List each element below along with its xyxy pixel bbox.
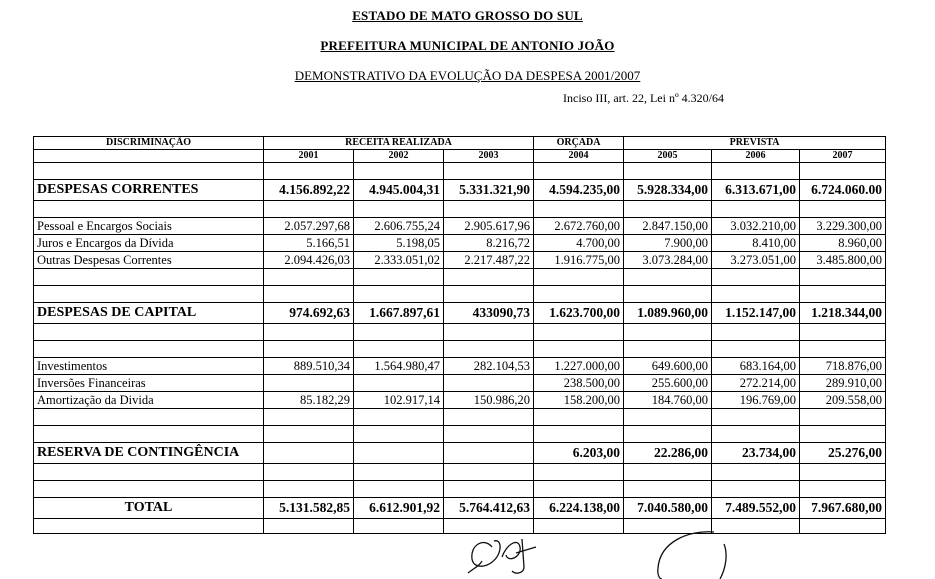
cell-value: 3.273.051,00 (712, 252, 800, 269)
cell-value: 1.564.980,47 (354, 358, 444, 375)
cell-value: 1.623.700,00 (534, 303, 624, 324)
cell-value: 433090,73 (444, 303, 534, 324)
table-header-years (34, 150, 886, 163)
cell-value: 85.182,29 (264, 392, 354, 409)
cell-value: 7.040.580,00 (624, 498, 712, 519)
cell-value: 889.510,34 (264, 358, 354, 375)
cell-value: 6.224.138,00 (534, 498, 624, 519)
handwritten-mark-icon (648, 528, 738, 579)
cell-value: 1.218.344,00 (800, 303, 886, 324)
cell-value: 8.216,72 (444, 235, 534, 252)
row-label: DESPESAS CORRENTES (34, 180, 264, 201)
header-year: 2001 (264, 150, 354, 163)
table-row (34, 392, 886, 409)
cell-value: 974.692,63 (264, 303, 354, 324)
cell-value: 23.734,00 (712, 443, 800, 464)
cell-value: 1.227.000,00 (534, 358, 624, 375)
cell-value: 7.967.680,00 (800, 498, 886, 519)
spacer-row (34, 286, 886, 303)
spacer-row (34, 201, 886, 218)
cell-value: 2.333.051,02 (354, 252, 444, 269)
cell-value: 5.331.321,90 (444, 180, 534, 201)
legal-reference: Inciso III, art. 22, Lei nº 4.320/64 (563, 91, 725, 105)
cell-value: 282.104,53 (444, 358, 534, 375)
spacer-row (34, 464, 886, 481)
table-row (34, 180, 886, 201)
cell-value: 8.960,00 (800, 235, 886, 252)
cell-value: 6.612.901,92 (354, 498, 444, 519)
table-row (34, 443, 886, 464)
cell-value: 2.847.150,00 (624, 218, 712, 235)
spacer-row (34, 426, 886, 443)
cell-value: 7.900,00 (624, 235, 712, 252)
row-label: DESPESAS DE CAPITAL (34, 303, 264, 324)
cell-value: 272.214,00 (712, 375, 800, 392)
cell-value: 2.094.426,03 (264, 252, 354, 269)
header-year: 2006 (712, 150, 800, 163)
cell-value: 7.489.552,00 (712, 498, 800, 519)
header-year: 2004 (534, 150, 624, 163)
cell-value: 4.594.235,00 (534, 180, 624, 201)
header-year: 2003 (444, 150, 534, 163)
row-label: Pessoal e Encargos Sociais (34, 218, 264, 235)
cell-value: 5.131.582,85 (264, 498, 354, 519)
row-label: RESERVA DE CONTINGÊNCIA (34, 443, 264, 464)
row-label: Investimentos (34, 358, 264, 375)
cell-value: 2.606.755,24 (354, 218, 444, 235)
spacer-row (34, 163, 886, 180)
cell-value: 6.313.671,00 (712, 180, 800, 201)
expense-evolution-table (33, 136, 886, 534)
cell-value: 255.600,00 (624, 375, 712, 392)
document-title-state: ESTADO DE MATO GROSSO DO SUL (352, 8, 583, 23)
cell-value: 3.229.300,00 (800, 218, 886, 235)
cell-value: 289.910,00 (800, 375, 886, 392)
cell-value: 6.724.060.00 (800, 180, 886, 201)
cell-value: 2.057.297,68 (264, 218, 354, 235)
cell-value: 2.672.760,00 (534, 218, 624, 235)
header-orcada: ORÇADA (534, 137, 624, 150)
table-row (34, 218, 886, 235)
cell-value: 649.600,00 (624, 358, 712, 375)
header-discriminacao: DISCRIMINAÇÃO (34, 137, 264, 150)
cell-value: 22.286,00 (624, 443, 712, 464)
table-row (34, 358, 886, 375)
cell-value: 3.032.210,00 (712, 218, 800, 235)
row-label: TOTAL (34, 498, 264, 519)
cell-value: 6.203,00 (534, 443, 624, 464)
spacer-row (34, 409, 886, 426)
cell-value (264, 375, 354, 392)
cell-value: 718.876,00 (800, 358, 886, 375)
cell-value: 196.769,00 (712, 392, 800, 409)
header-receita-realizada: RECEITA REALIZADA (264, 137, 534, 150)
table-header-groups (34, 137, 886, 150)
cell-value: 3.073.284,00 (624, 252, 712, 269)
cell-value (354, 443, 444, 464)
cell-value: 1.089.960,00 (624, 303, 712, 324)
cell-value: 184.760,00 (624, 392, 712, 409)
header-year: 2002 (354, 150, 444, 163)
cell-value: 3.485.800,00 (800, 252, 886, 269)
cell-value (444, 375, 534, 392)
cell-value: 4.700,00 (534, 235, 624, 252)
table-row (34, 235, 886, 252)
cell-value: 5.166,51 (264, 235, 354, 252)
row-label: Outras Despesas Correntes (34, 252, 264, 269)
cell-value (444, 443, 534, 464)
cell-value: 683.164,00 (712, 358, 800, 375)
cell-value: 4.156.892,22 (264, 180, 354, 201)
spacer-row (34, 324, 886, 341)
cell-value (264, 443, 354, 464)
table-row (34, 375, 886, 392)
spacer-row (34, 481, 886, 498)
cell-value: 8.410,00 (712, 235, 800, 252)
cell-value: 150.986,20 (444, 392, 534, 409)
table-row-total (34, 498, 886, 519)
cell-value: 102.917,14 (354, 392, 444, 409)
cell-value: 2.905.617,96 (444, 218, 534, 235)
header-prevista: PREVISTA (624, 137, 886, 150)
cell-value: 1.667.897,61 (354, 303, 444, 324)
cell-value: 209.558,00 (800, 392, 886, 409)
cell-value: 1.916.775,00 (534, 252, 624, 269)
spacer-row (34, 519, 886, 534)
header-year: 2005 (624, 150, 712, 163)
cell-value (354, 375, 444, 392)
cell-value: 2.217.487,22 (444, 252, 534, 269)
row-label: Inversões Financeiras (34, 375, 264, 392)
document-subtitle: DEMONSTRATIVO DA EVOLUÇÃO DA DESPESA 2001/2007 (294, 68, 641, 83)
row-label: Amortização da Divida (34, 392, 264, 409)
row-label: Juros e Encargos da Dívida (34, 235, 264, 252)
spacer-row (34, 341, 886, 358)
header-empty (34, 150, 264, 163)
cell-value: 238.500,00 (534, 375, 624, 392)
cell-value: 4.945.004,31 (354, 180, 444, 201)
cell-value: 158.200,00 (534, 392, 624, 409)
table-row (34, 303, 886, 324)
cell-value: 5.198,05 (354, 235, 444, 252)
document-title-prefeitura: PREFEITURA MUNICIPAL DE ANTONIO JOÃO (320, 38, 615, 53)
table-row (34, 252, 886, 269)
cell-value: 5.764.412,63 (444, 498, 534, 519)
header-year: 2007 (800, 150, 886, 163)
cell-value: 1.152.147,00 (712, 303, 800, 324)
cell-value: 5.928.334,00 (624, 180, 712, 201)
cell-value: 25.276,00 (800, 443, 886, 464)
handwritten-signature-icon (462, 527, 552, 577)
spacer-row (34, 269, 886, 286)
